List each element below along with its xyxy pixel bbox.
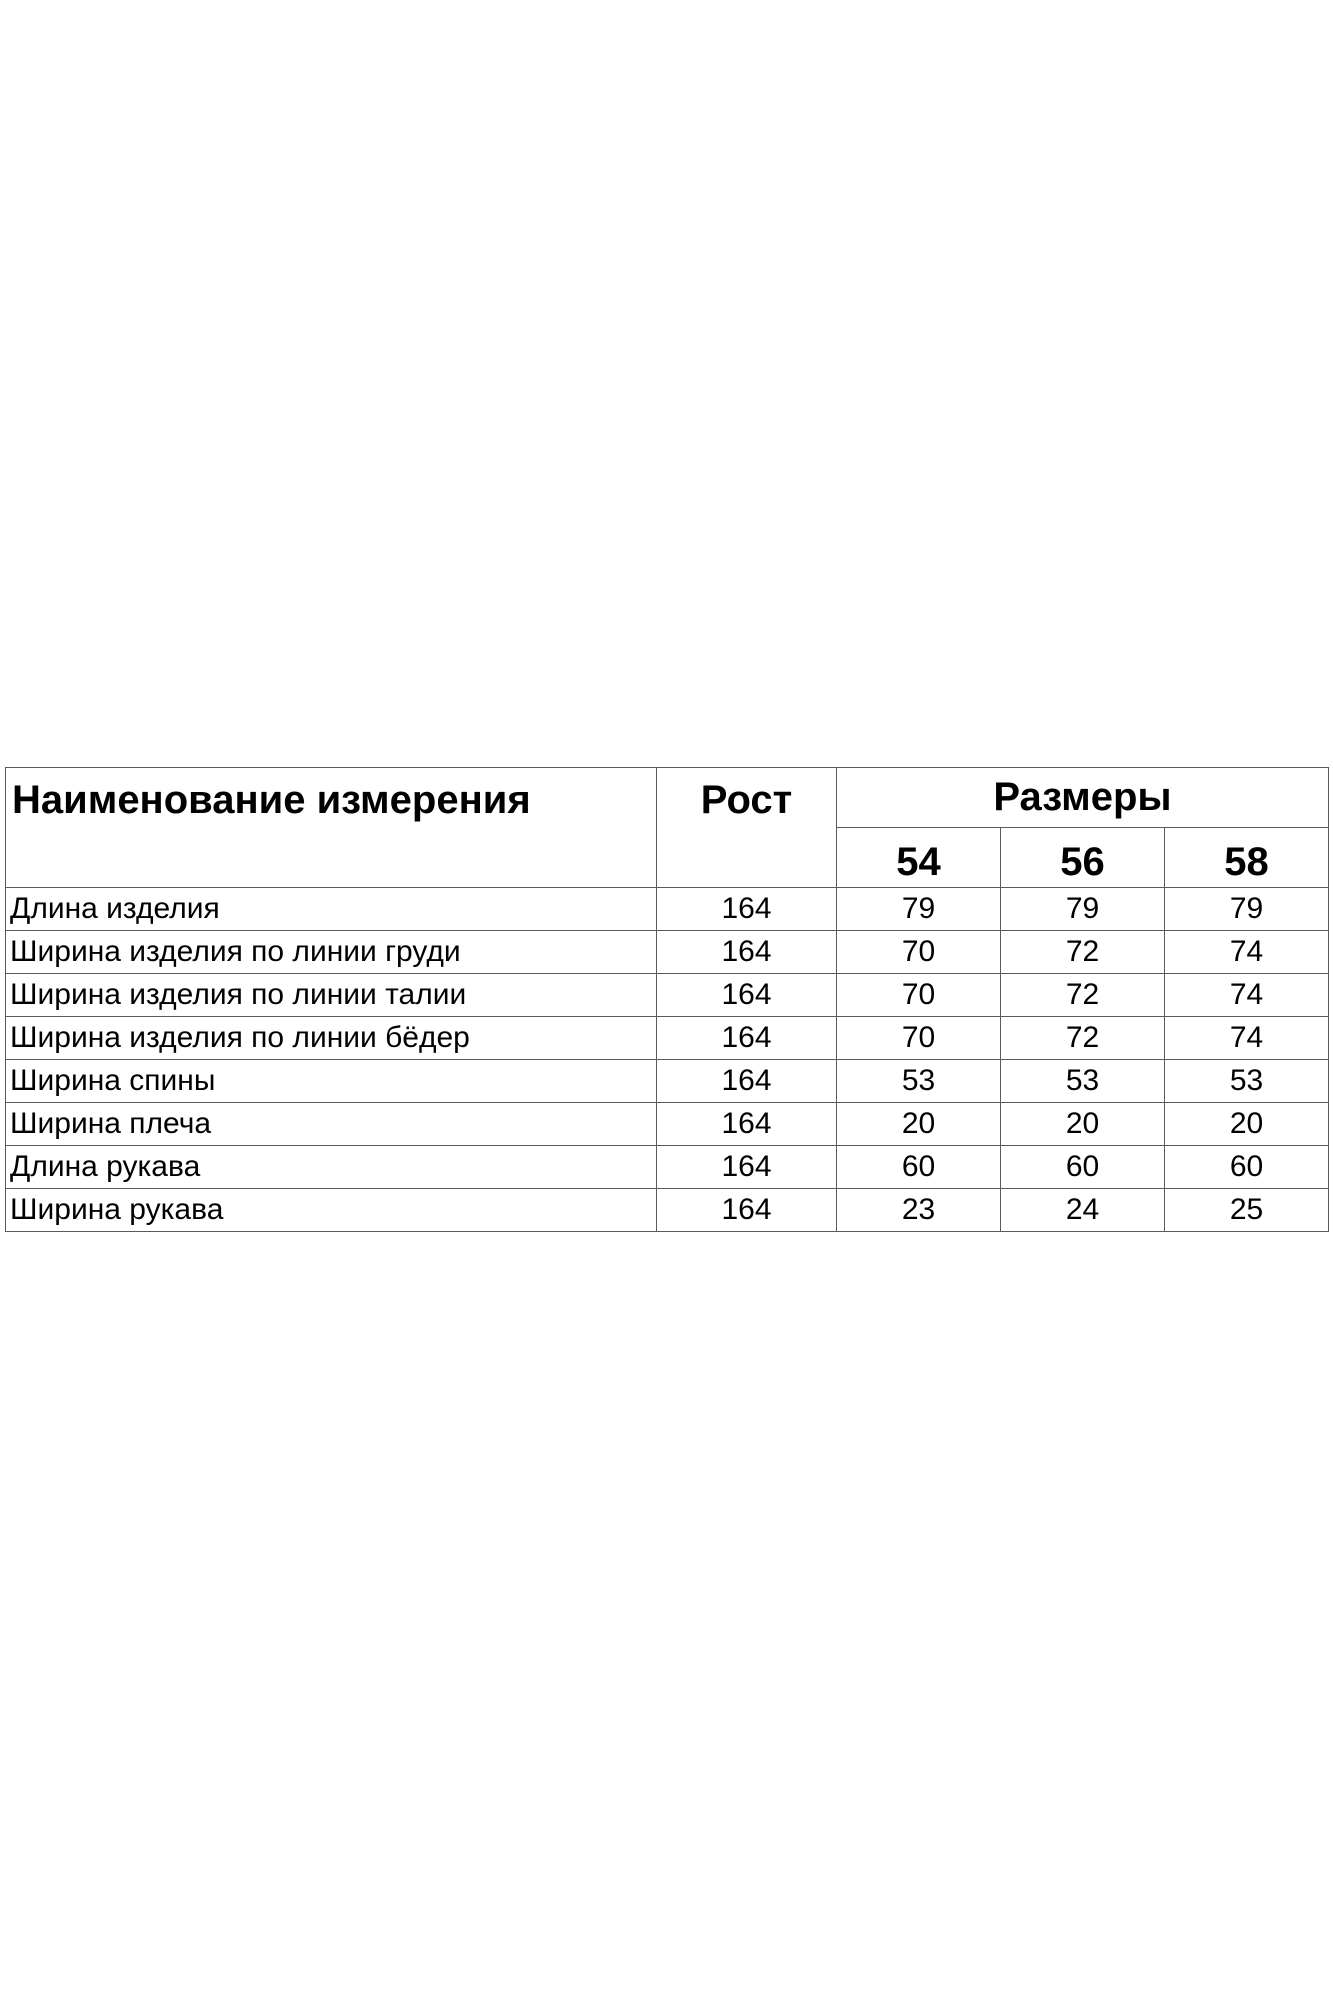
measurement-name: Ширина спины xyxy=(6,1060,657,1103)
header-sizes-label: Размеры xyxy=(993,775,1172,819)
header-measurement xyxy=(6,768,657,888)
table-row xyxy=(6,1103,1329,1146)
header-size-56: 56 xyxy=(1001,828,1165,888)
table-row xyxy=(6,1017,1329,1060)
size-chart-table xyxy=(5,767,1329,1232)
size-value-58: 74 xyxy=(1165,931,1329,974)
measurement-name: Ширина изделия по линии бёдер xyxy=(6,1017,657,1060)
header-height-label: Рост xyxy=(700,778,793,822)
table-row xyxy=(6,1060,1329,1103)
size-value-56: 60 xyxy=(1001,1146,1165,1189)
table-row xyxy=(6,1189,1329,1232)
height-value: 164 xyxy=(657,888,837,931)
size-value-58: 74 xyxy=(1165,1017,1329,1060)
size-value-56: 24 xyxy=(1001,1189,1165,1232)
measurement-name: Ширина плеча xyxy=(6,1103,657,1146)
header-row-main xyxy=(6,768,1329,828)
height-value: 164 xyxy=(657,1146,837,1189)
height-value: 164 xyxy=(657,1060,837,1103)
size-value-54: 70 xyxy=(837,974,1001,1017)
measurement-name: Длина рукава xyxy=(6,1146,657,1189)
size-value-54: 53 xyxy=(837,1060,1001,1103)
size-value-54: 23 xyxy=(837,1189,1001,1232)
size-value-58: 20 xyxy=(1165,1103,1329,1146)
size-chart-body xyxy=(6,768,1329,1232)
height-value: 164 xyxy=(657,1103,837,1146)
table-row xyxy=(6,888,1329,931)
height-value: 164 xyxy=(657,931,837,974)
size-value-54: 70 xyxy=(837,1017,1001,1060)
size-value-54: 70 xyxy=(837,931,1001,974)
header-sizes xyxy=(837,768,1329,828)
measurement-name: Длина изделия xyxy=(6,888,657,931)
header-size-54: 54 xyxy=(837,828,1001,888)
size-value-56: 20 xyxy=(1001,1103,1165,1146)
size-value-56: 79 xyxy=(1001,888,1165,931)
size-value-58: 53 xyxy=(1165,1060,1329,1103)
size-value-54: 79 xyxy=(837,888,1001,931)
size-value-54: 20 xyxy=(837,1103,1001,1146)
size-value-58: 79 xyxy=(1165,888,1329,931)
height-value: 164 xyxy=(657,1017,837,1060)
size-value-54: 60 xyxy=(837,1146,1001,1189)
size-value-56: 72 xyxy=(1001,931,1165,974)
header-height xyxy=(657,768,837,888)
measurement-name: Ширина рукава xyxy=(6,1189,657,1232)
height-value: 164 xyxy=(657,974,837,1017)
height-value: 164 xyxy=(657,1189,837,1232)
table-row xyxy=(6,974,1329,1017)
size-value-58: 60 xyxy=(1165,1146,1329,1189)
size-value-58: 25 xyxy=(1165,1189,1329,1232)
size-value-56: 53 xyxy=(1001,1060,1165,1103)
header-size-58: 58 xyxy=(1165,828,1329,888)
size-value-56: 72 xyxy=(1001,974,1165,1017)
table-row xyxy=(6,931,1329,974)
table-row xyxy=(6,1146,1329,1189)
size-value-58: 74 xyxy=(1165,974,1329,1017)
size-value-56: 72 xyxy=(1001,1017,1165,1060)
measurement-name: Ширина изделия по линии талии xyxy=(6,974,657,1017)
header-measurement-label: Наименование измерения xyxy=(12,778,531,822)
measurement-name: Ширина изделия по линии груди xyxy=(6,931,657,974)
